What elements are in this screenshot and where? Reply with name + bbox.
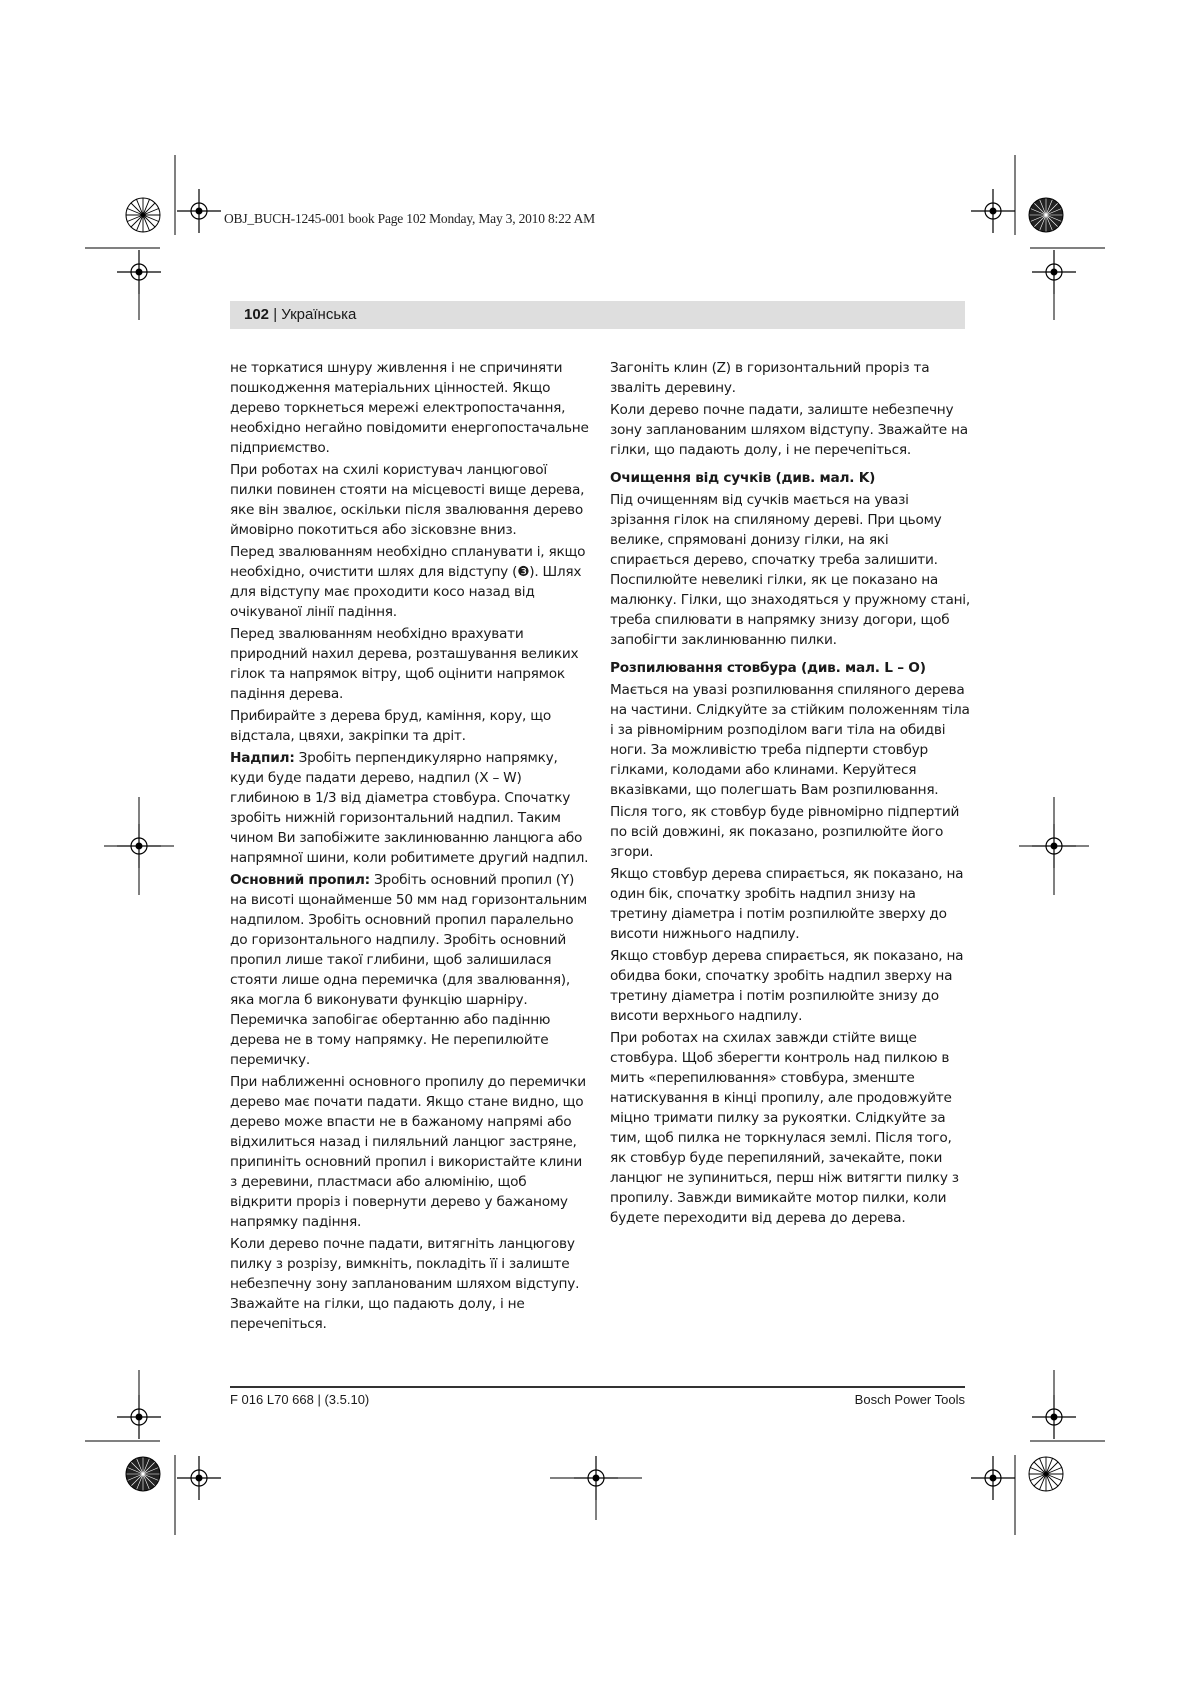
paragraph: Перед звалюванням необхідно спланувати і, якщо необхідно, очистити шлях для відступу (❸). Шлях для відступу має проходити косо назад від очікуваної лінії падіння. — [230, 544, 586, 620]
paragraph-text: Зробіть перпендикулярно напрямку, куди буде падати дерево, надпил (X – W) глибиною в 1/3 від діаметра стовбура. Спочатку зробіть нижній горизонтальний надпил. Таким чином Ви запобіжите заклинюванню ланцюга або напрямної шини, коли робитимете другий надпил. — [230, 750, 589, 866]
paragraph: При наближенні основного пропилу до перемички дерево має почати падати. Якщо стане видно, що дерево може впасти не в бажаному напрямі або відхилиться назад і пиляльний ланцюг застряне, припиніть основний пропил і використайте клини з деревини, пластмаси або алюмінію, щоб відкрити проріз і повернути дерево у бажаному напрямку падіння. — [230, 1074, 586, 1230]
paragraph: Якщо стовбур дерева спирається, як показано, на обидва боки, спочатку зробіть надпил зверху на третину діаметра і потім розпилюйте знизу до висоти верхнього надпилу. — [610, 948, 964, 1024]
left-column — [230, 358, 590, 1336]
print-header: OBJ_BUCH-1245-001 book Page 102 Monday, May 3, 2010 8:22 AM — [224, 211, 595, 226]
paragraph: Якщо стовбур дерева спирається, як показано, на один бік, спочатку зробіть надпил знизу на третину діаметра і потім розпилюйте зверху до висоти нижнього надпилу. — [610, 866, 964, 942]
paragraph: Мається на увазі розпилювання спиляного дерева на частини. Слідкуйте за стійким положенням тіла і за рівномірним розподілом ваги тіла на обидві ноги. За можливістю треба підперти стовбур гілками, колодами або клинами. Керуйтеся вказівками, що полегшать Вам розпилювання. — [610, 682, 970, 798]
footer-doc-id: F 016 L70 668 | (3.5.10) — [230, 1392, 370, 1407]
paragraph — [230, 748, 590, 868]
paragraph-lead: Основний пропил: — [230, 872, 370, 888]
paragraph: Коли дерево почне падати, витягніть ланцюгову пилку з розрізу, вимкніть, покладіть її і залиште небезпечну зону запланованим шляхом відступу. Зважайте на гілки, що падають долу, і не перечепіться. — [230, 1236, 580, 1332]
paragraph: не торкатися шнуру живлення і не спричиняти пошкодження матеріальних цінностей. Якщо дерево торкнеться мережі електропостачання, необхідно негайно повідомити енергопостачальне підприємство. — [230, 360, 589, 456]
footer-brand: Bosch Power Tools — [854, 1392, 965, 1407]
paragraph — [230, 870, 590, 1070]
paragraph-text: Зробіть основний пропил (Y) на висоті щонайменше 50 мм над горизонтальним надпилом. Зробіть основний пропил паралельно до горизонтального надпилу. Зробіть основний пропил лише такої глибини, щоб залишилася стояти лише одна перемичка (для звалювання), яка могла б виконувати функцію шарніру. Перемичка запобігає обертанню або падінню дерева не в тому напрямку. Не перепилюйте перемичку. — [230, 872, 587, 1068]
page-header — [230, 301, 965, 329]
section-heading: Очищення від сучків (див. мал. K) — [610, 470, 876, 486]
right-column — [610, 358, 970, 1230]
paragraph-lead: Надпил: — [230, 750, 295, 766]
paragraph: Загоніть клин (Z) в горизонтальний проріз та зваліть деревину. — [610, 360, 930, 396]
paragraph: При роботах на схилах завжди стійте вище стовбура. Щоб зберегти контроль над пилкою в мить «перепилювання» стовбура, зменште натискування в кінці пропилу, але продовжуйте міцно тримати пилку за рукоятки. Слідкуйте за тим, щоб пилка не торкнулася землі. Після того, як стовбур буде перепиляний, зачекайте, поки ланцюг не зупиниться, перш ніж витягти пилку з пропилу. Завжди вимикайте мотор пилки, коли будете переходити від дерева до дерева. — [610, 1030, 959, 1226]
page-number: 102 — [244, 306, 270, 323]
header-separator: | — [269, 306, 282, 323]
section-heading: Розпилювання стовбура (див. мал. L – O) — [610, 660, 926, 676]
paragraph: При роботах на схилі користувач ланцюгової пилки повинен стояти на місцевості вище дерева, яке він звалює, оскільки після звалювання дерево ймовірно покотиться або зісковзне вниз. — [230, 462, 585, 538]
paragraph: Після того, як стовбур буде рівномірно підпертий по всій довжині, як показано, розпилюйте його згори. — [610, 804, 960, 860]
footer-rule — [230, 1386, 965, 1388]
paragraph: Перед звалюванням необхідно врахувати природний нахил дерева, розташування великих гілок та напрямок вітру, щоб оцінити напрямок падіння дерева. — [230, 626, 579, 702]
paragraph: Під очищенням від сучків мається на увазі зрізання гілок на спиляному дереві. При цьому велике, спрямовані донизу гілки, на які спирається дерево, спочатку треба залишити. Поспилюйте невеликі гілки, як це показано на малюнку. Гілки, що знаходяться у пружному стані, треба спилювати в напрямку знизу догори, щоб запобігти заклинюванню пилки. — [610, 492, 970, 648]
section-language: Українська — [281, 306, 357, 323]
paragraph: Коли дерево почне падати, залиште небезпечну зону запланованим шляхом відступу. Зважайте на гілки, що падають долу, і не перечепіться. — [610, 402, 968, 458]
paragraph: Прибирайте з дерева бруд, каміння, кору, що відстала, цвяхи, закріпки та дріт. — [230, 708, 552, 744]
